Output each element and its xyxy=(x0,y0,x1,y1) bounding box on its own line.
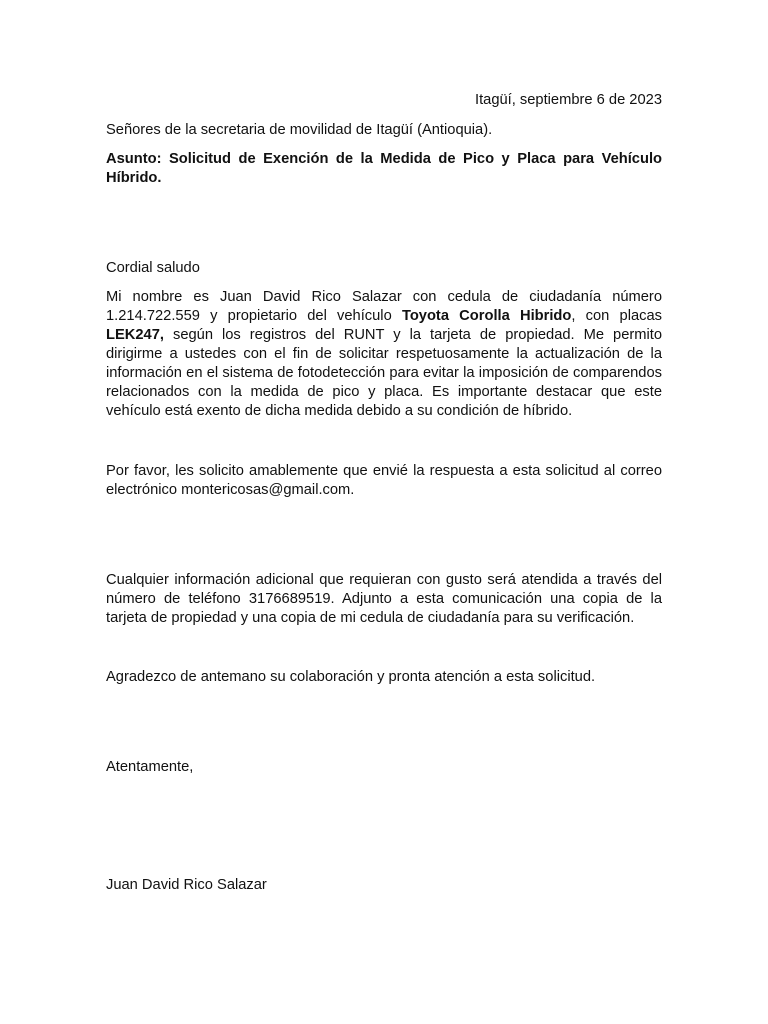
letter-date: Itagüí, septiembre 6 de 2023 xyxy=(475,92,662,108)
letter-paragraph-contact-attachments: Cualquier información adicional que requieran con gusto será atendida a través del número de teléfono 3176689519. Adjunto a esta comunicación una copia de la tarjeta de propiedad y una copia de mi cedula de ciudadanía para su verificación. xyxy=(106,572,662,626)
letter-closing: Atentamente, xyxy=(106,759,194,775)
letter-signature-name: Juan David Rico Salazar xyxy=(106,877,267,893)
letter-greeting: Cordial saludo xyxy=(106,260,200,276)
letter-paragraph-response-email: Por favor, les solicito amablemente que envié la respuesta a esta solicitud al correo electrónico montericosas@gmail.com. xyxy=(106,463,662,498)
letter-paragraph-thanks: Agradezco de antemano su colaboración y pronta atención a esta solicitud. xyxy=(106,669,596,685)
vehicle-name: Toyota Corolla Hibrido xyxy=(401,308,572,324)
vehicle-plate: LEK247, xyxy=(106,327,164,343)
introduction-text-start: Mi nombre es Juan David Rico Salazar con cedula de ciudadanía número 1.214.722.559 y propietario del vehículo xyxy=(106,289,662,324)
introduction-text-end: según los registros del RUNT y la tarjeta de propiedad. Me permito dirigirme a ustedes con el fin de solicitar respetuosamente la actualización de la información en el sistema de fotodetección para evitar la imposición de comparendos relacionados con la medida de pico y placa. Es importante destacar que este vehículo está exento de dicha medida debido a su condición de híbrido. xyxy=(106,327,662,419)
letter-recipient: Señores de la secretaria de movilidad de Itagüí (Antioquia). xyxy=(106,122,493,138)
letter-paragraph-introduction xyxy=(106,288,662,421)
introduction-text-plate-prefix: , con placas xyxy=(571,308,662,324)
letter-subject: Asunto: Solicitud de Exención de la Medida de Pico y Placa para Vehículo Híbrido. xyxy=(106,151,662,186)
